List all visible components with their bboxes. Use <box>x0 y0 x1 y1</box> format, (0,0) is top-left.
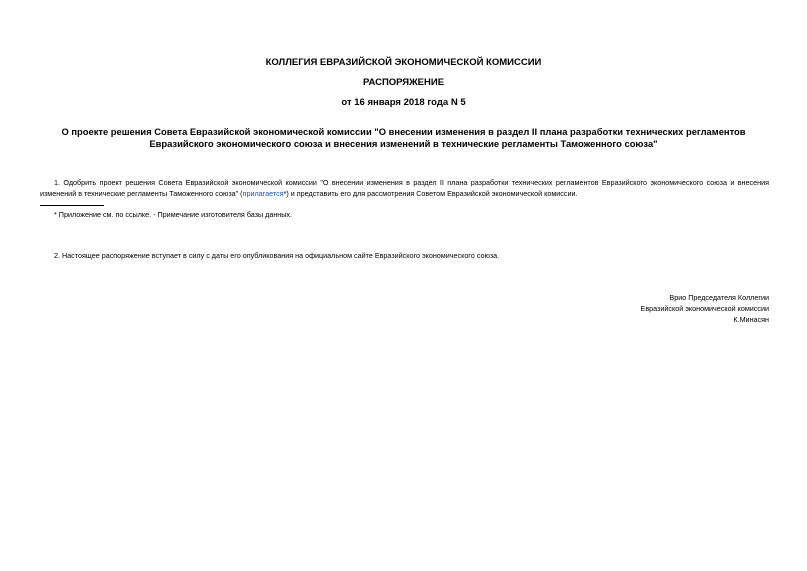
document-type: РАСПОРЯЖЕНИЕ <box>362 77 445 88</box>
signature-block <box>641 292 769 325</box>
signature-organization: Евразийской экономической комиссии <box>640 304 769 313</box>
footnote-divider <box>40 205 104 206</box>
signature-name: К.Минасян <box>733 315 769 324</box>
paragraph-2: 2. Настоящее распоряжение вступает в силу с даты его опубликования на официальном сайте Евразийского экономического союза. <box>54 251 500 260</box>
paragraph-1 <box>40 177 769 199</box>
footnote: * Приложение см. по ссылке. - Примечание изготовителя базы данных. <box>54 210 293 219</box>
appendix-link[interactable]: прилагается <box>242 189 284 198</box>
document-subject: О проекте решения Совета Евразийской экономической комиссии "О внесении изменения в раздел II плана разработки технических регламентов Евразийского экономического союза и внесения изменений в технические регламенты Таможенного союза" <box>61 126 746 149</box>
paragraph-1-text-start: 1. Одобрить проект решения Совета Евразийской экономической комиссии "О внесении изменения в раздел II плана разработки технических регламентов Евразийского экономического союза и внесения изменений в технические регламенты Таможенного союза" ( <box>40 178 769 198</box>
organization-title: КОЛЛЕГИЯ ЕВРАЗИЙСКОЙ ЭКОНОМИЧЕСКОЙ КОМИССИИ <box>265 57 542 68</box>
document-date-number: от 16 января 2018 года N 5 <box>341 97 466 108</box>
paragraph-1-text-end: *) и представить его для рассмотрения Советом Евразийской экономической комиссии. <box>283 189 578 198</box>
signature-position: Врио Председателя Коллегии <box>669 293 769 302</box>
